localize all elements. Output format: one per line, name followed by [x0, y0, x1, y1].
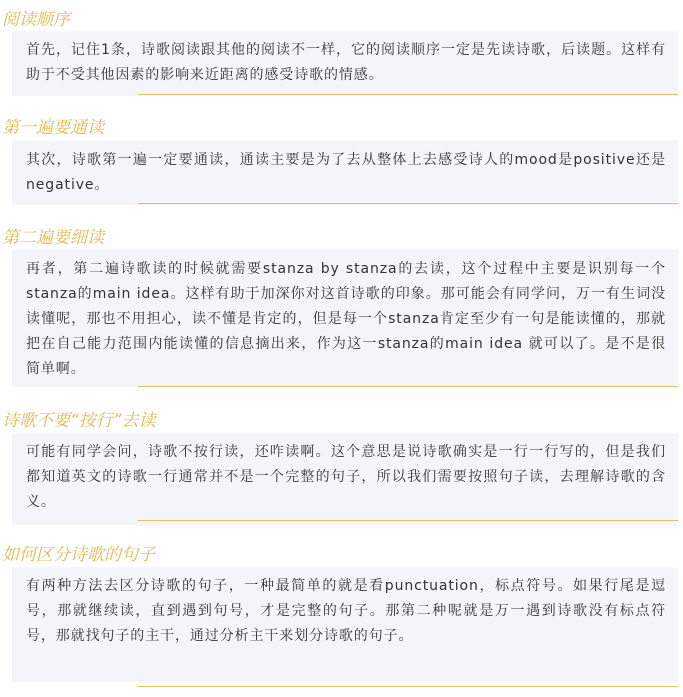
section-heading: 如何区分诗歌的句子: [2, 545, 155, 565]
section-body: 首先，记住1条，诗歌阅读跟其他的阅读不一样，它的阅读顺序一定是先读诗歌，后读题。这样有助于不受其他因素的影响来近距离的感受诗歌的情感。: [26, 42, 666, 83]
section-body: 再者，第二遍诗歌读的时候就需要stanza by stanza的去读，这个过程中主要是识别每一个stanza的main idea。这样有助于加深你对这首诗歌的印象。那可能会有同学问，万一有生词没读懂呢，那也不用担心，读不懂是肯定的，但是每一个stanza肯定至少有一句是能读懂的，那就把在自己能力范围内能读懂的信息摘出来，作为这一stanza的main idea 就可以了。是不是很简单啊。: [26, 261, 666, 377]
section-heading: 第一遍要通读: [2, 118, 104, 138]
section-heading: 第二遍要细读: [2, 228, 104, 248]
section-body: 有两种方法去区分诗歌的句子，一种最简单的就是看punctuation，标点符号。如果行尾是逗号，那就继续读，直到遇到句号，才是完整的句子。那第二种呢就是万一遇到诗歌没有标点符号，那就找句子的主干，通过分析主干来划分诗歌的句子。: [26, 578, 666, 644]
section-body: 其次，诗歌第一遍一定要通读，通读主要是为了去从整体上去感受诗人的mood是positive还是negative。: [26, 152, 666, 193]
section-heading: 诗歌不要“按行”去读: [2, 411, 156, 431]
section-body: 可能有同学会问，诗歌不按行读，还咋读啊。这个意思是说诗歌确实是一行一行写的，但是我们都知道英文的诗歌一行通常并不是一个完整的句子，所以我们需要按照句子读，去理解诗歌的含义。: [26, 444, 666, 510]
section-heading: 阅读顺序: [2, 10, 70, 30]
divider-line: [138, 686, 678, 687]
